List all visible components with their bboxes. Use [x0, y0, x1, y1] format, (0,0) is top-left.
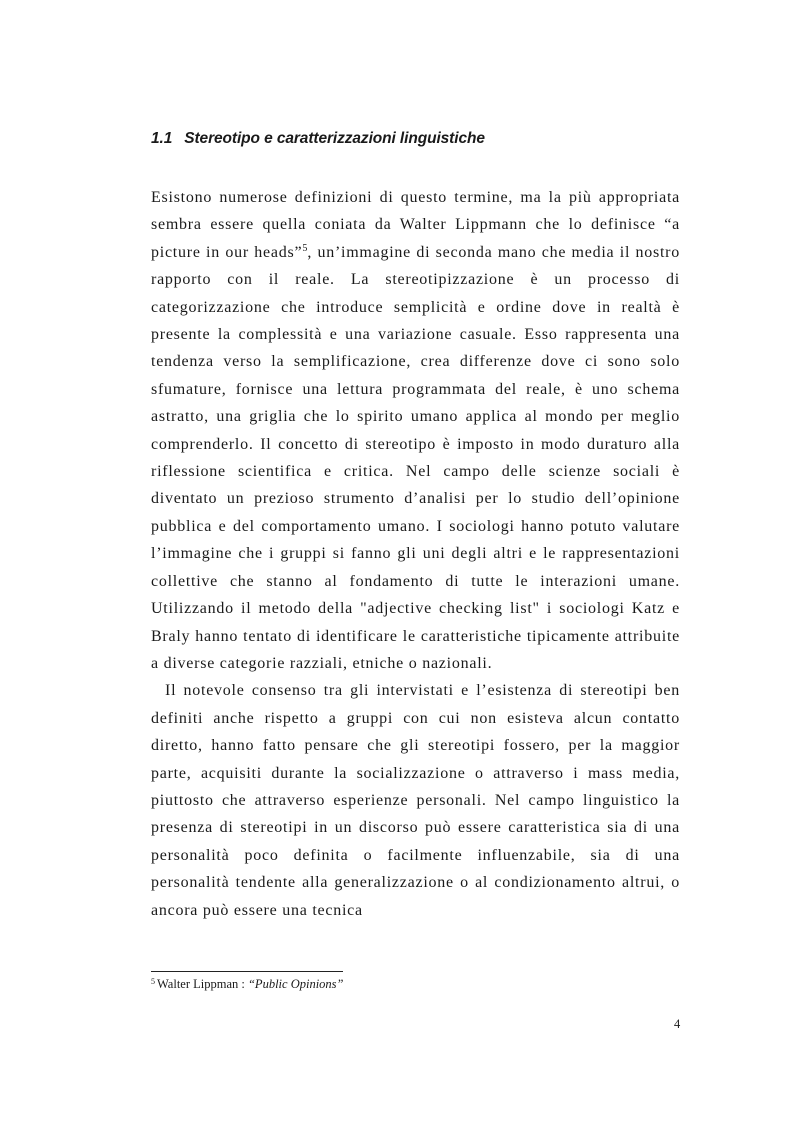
footnote-number: 5 — [151, 977, 155, 986]
paragraph-1 — [151, 184, 680, 677]
section-title: Stereotipo e caratterizzazioni linguistiche — [184, 130, 485, 147]
paragraph-1-text-end: , un’immagine di seconda mano che media il nostro rapporto con il reale. La stereotipizzazione è un processo di categorizzazione che introduce semplicità e ordine dove in realtà è presente la complessità e una variazione casuale. Esso rappresenta una tendenza verso la semplificazione, crea differenze dove ci sono solo sfumature, fornisce una lettura programmata del reale, è uno schema astratto, una griglia che lo spirito umano applica al mondo per meglio comprenderlo. Il concetto di stereotipo è imposto in modo duraturo alla riflessione scientifica e critica. Nel campo delle scienze sociali è diventato un prezioso strumento d’analisi per lo studio dell’opinione pubblica e del comportamento umano. I sociologi hanno potuto valutare l’immagine che i gruppi si fanno gli uni degli altri e le rappresentazioni collettive che stanno al fondamento di tutte le interazioni umane. Utilizzando il metodo della "adjective checking list" i sociologi Katz e Braly hanno tentato di identificare le caratteristiche tipicamente attribuite a diverse categorie razziali, etniche o nazionali. — [151, 243, 680, 672]
footnote-title: “Public Opinions” — [247, 977, 344, 991]
footnote-divider — [151, 971, 343, 972]
page-number: 4 — [674, 1017, 681, 1031]
section-heading — [151, 130, 485, 148]
section-number: 1.1 — [151, 130, 173, 147]
footnote — [151, 977, 343, 992]
body-text — [151, 184, 680, 924]
footnote-author: Walter Lippman : — [157, 977, 248, 991]
paragraph-2: Il notevole consenso tra gli intervistati e l’esistenza di stereotipi ben definiti anche rispetto a gruppi con cui non esisteva alcun contatto diretto, hanno fatto pensare che gli stereotipi fossero, per la maggior parte, acquisiti durante la socializzazione o attraverso i mass media, piuttosto che attraverso esperienze personali. Nel campo linguistico la presenza di stereotipi in un discorso può essere caratteristica sia di una personalità poco definita o facilmente influenzabile, sia di una personalità tendente alla generalizzazione o al condizionamento altrui, o ancora può essere una tecnica — [151, 682, 680, 919]
footnote-reference: 5 — [302, 242, 308, 254]
paragraph-1-text-start: Esistono numerose definizioni di questo termine, ma la più appropriata sembra essere quella coniata da Walter Lippmann che lo definisce “a picture in our heads” — [151, 189, 680, 261]
